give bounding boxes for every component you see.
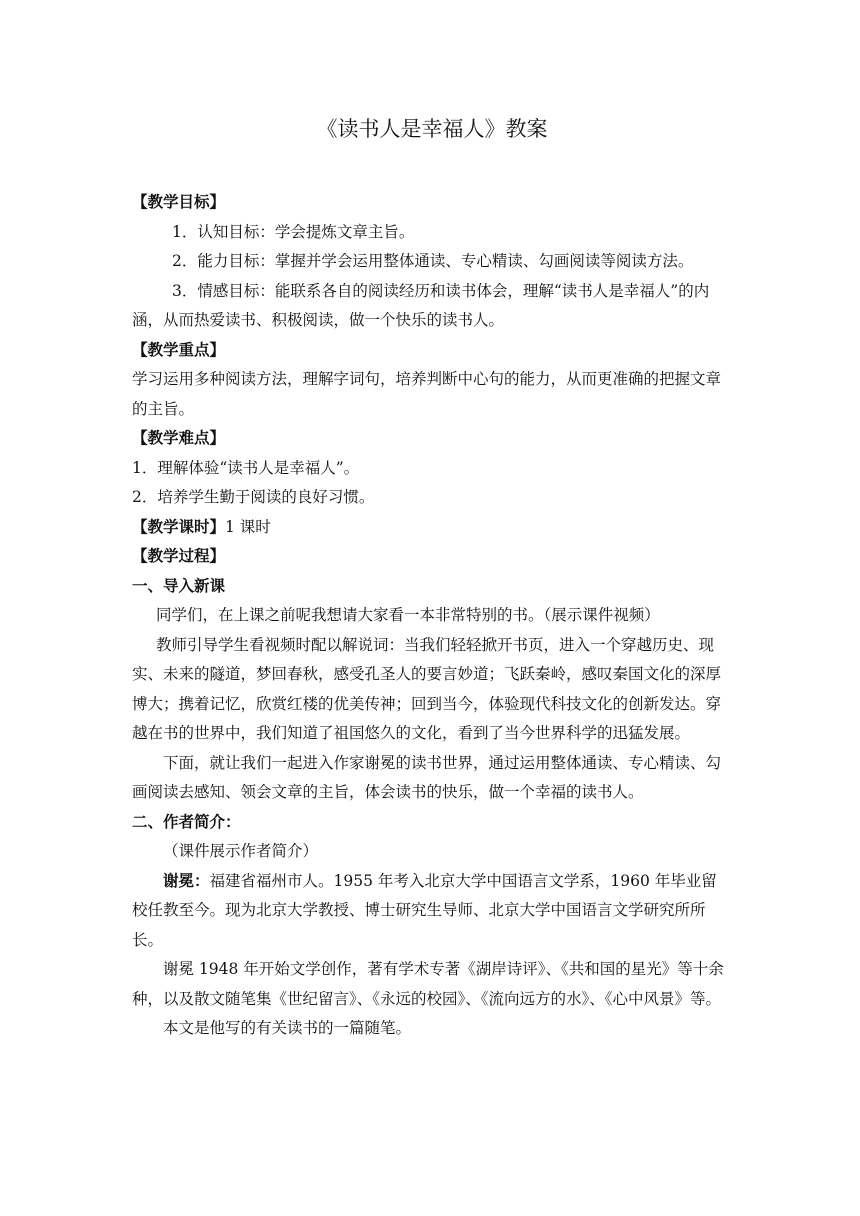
- document-title: 《读书人是幸福人》教案: [316, 117, 548, 141]
- author-name: 谢冕：: [163, 871, 210, 890]
- goal-item-1: 1．认知目标：学会提炼文章主旨。: [172, 222, 415, 241]
- section2-note: （课件展示作者简介）: [163, 842, 319, 860]
- key-points-heading: 【教学重点】: [132, 340, 226, 359]
- difficulty-item-2: 2．培养学生勤于阅读的良好习惯。: [132, 488, 375, 506]
- article-note: 本文是他写的有关读书的一篇随笔。: [163, 1019, 412, 1037]
- author-bio-text: 福建省福州市人。1955 年考入北京大学中国语言文学系，1960 年毕业留校任教至今。现为北京大学教授、博士研究生导师、北京大学中国语言文学研究所所长。: [132, 871, 717, 949]
- hours-line: [132, 513, 732, 543]
- author-works: 谢冕 1948 年开始文学创作，著有学术专著《湖岸诗评》、《共和国的星光》等十余种，以及散文随笔集《世纪留言》、《永远的校园》、《流向远方的水》、《心中风景》等。: [132, 960, 724, 1008]
- author-bio: [132, 867, 732, 956]
- difficulties-heading: 【教学难点】: [132, 429, 226, 447]
- hours-heading: 【教学课时】: [132, 517, 226, 536]
- section2-heading: 二、作者简介：: [132, 812, 241, 831]
- process-heading: 【教学过程】: [132, 547, 226, 565]
- key-points-text: 学习运用多种阅读方法，理解字词句，培养判断中心句的能力，从而更准确的把握文章的主旨。: [132, 370, 722, 418]
- goal-item-2: 2．能力目标：掌握并学会运用整体通读、专心精读、勾画阅读等阅读方法。: [172, 252, 694, 270]
- section1-paragraph-1: 同学们，在上课之前呢我想请大家看一本非常特别的书。（展示课件视频）: [156, 606, 660, 624]
- goal-item-3: 3．情感目标：能联系各自的阅读经历和读书体会，理解“读书人是幸福人”的内涵，从而热爱读书、积极阅读，做一个快乐的读书人。: [132, 281, 710, 329]
- goals-heading: 【教学目标】: [132, 193, 226, 211]
- section1-paragraph-2: 教师引导学生看视频时配以解说词：当我们轻轻掀开书页，进入一个穿越历史、现实、未来的隧道，梦回春秋，感受孔圣人的要言妙道；飞跃秦岭，感叹秦国文化的深厚博大；携着记忆，欣赏红楼的优美传神；回到当今，体验现代科技文化的创新发达。穿越在书的世界中，我们知道了祖国悠久的文化，看到了当今世界科学的迅猛发展。: [132, 635, 722, 742]
- hours-value: 1 课时: [225, 517, 271, 536]
- section1-paragraph-3: 下面，就让我们一起进入作家谢冕的读书世界，通过运用整体通读、专心精读、勾画阅读去感知、领会文章的主旨，体会读书的快乐，做一个幸福的读书人。: [132, 753, 722, 801]
- difficulty-item-1: 1．理解体验“读书人是幸福人”。: [132, 458, 360, 477]
- document-body: [132, 114, 732, 1044]
- section1-heading: 一、导入新课: [132, 576, 226, 595]
